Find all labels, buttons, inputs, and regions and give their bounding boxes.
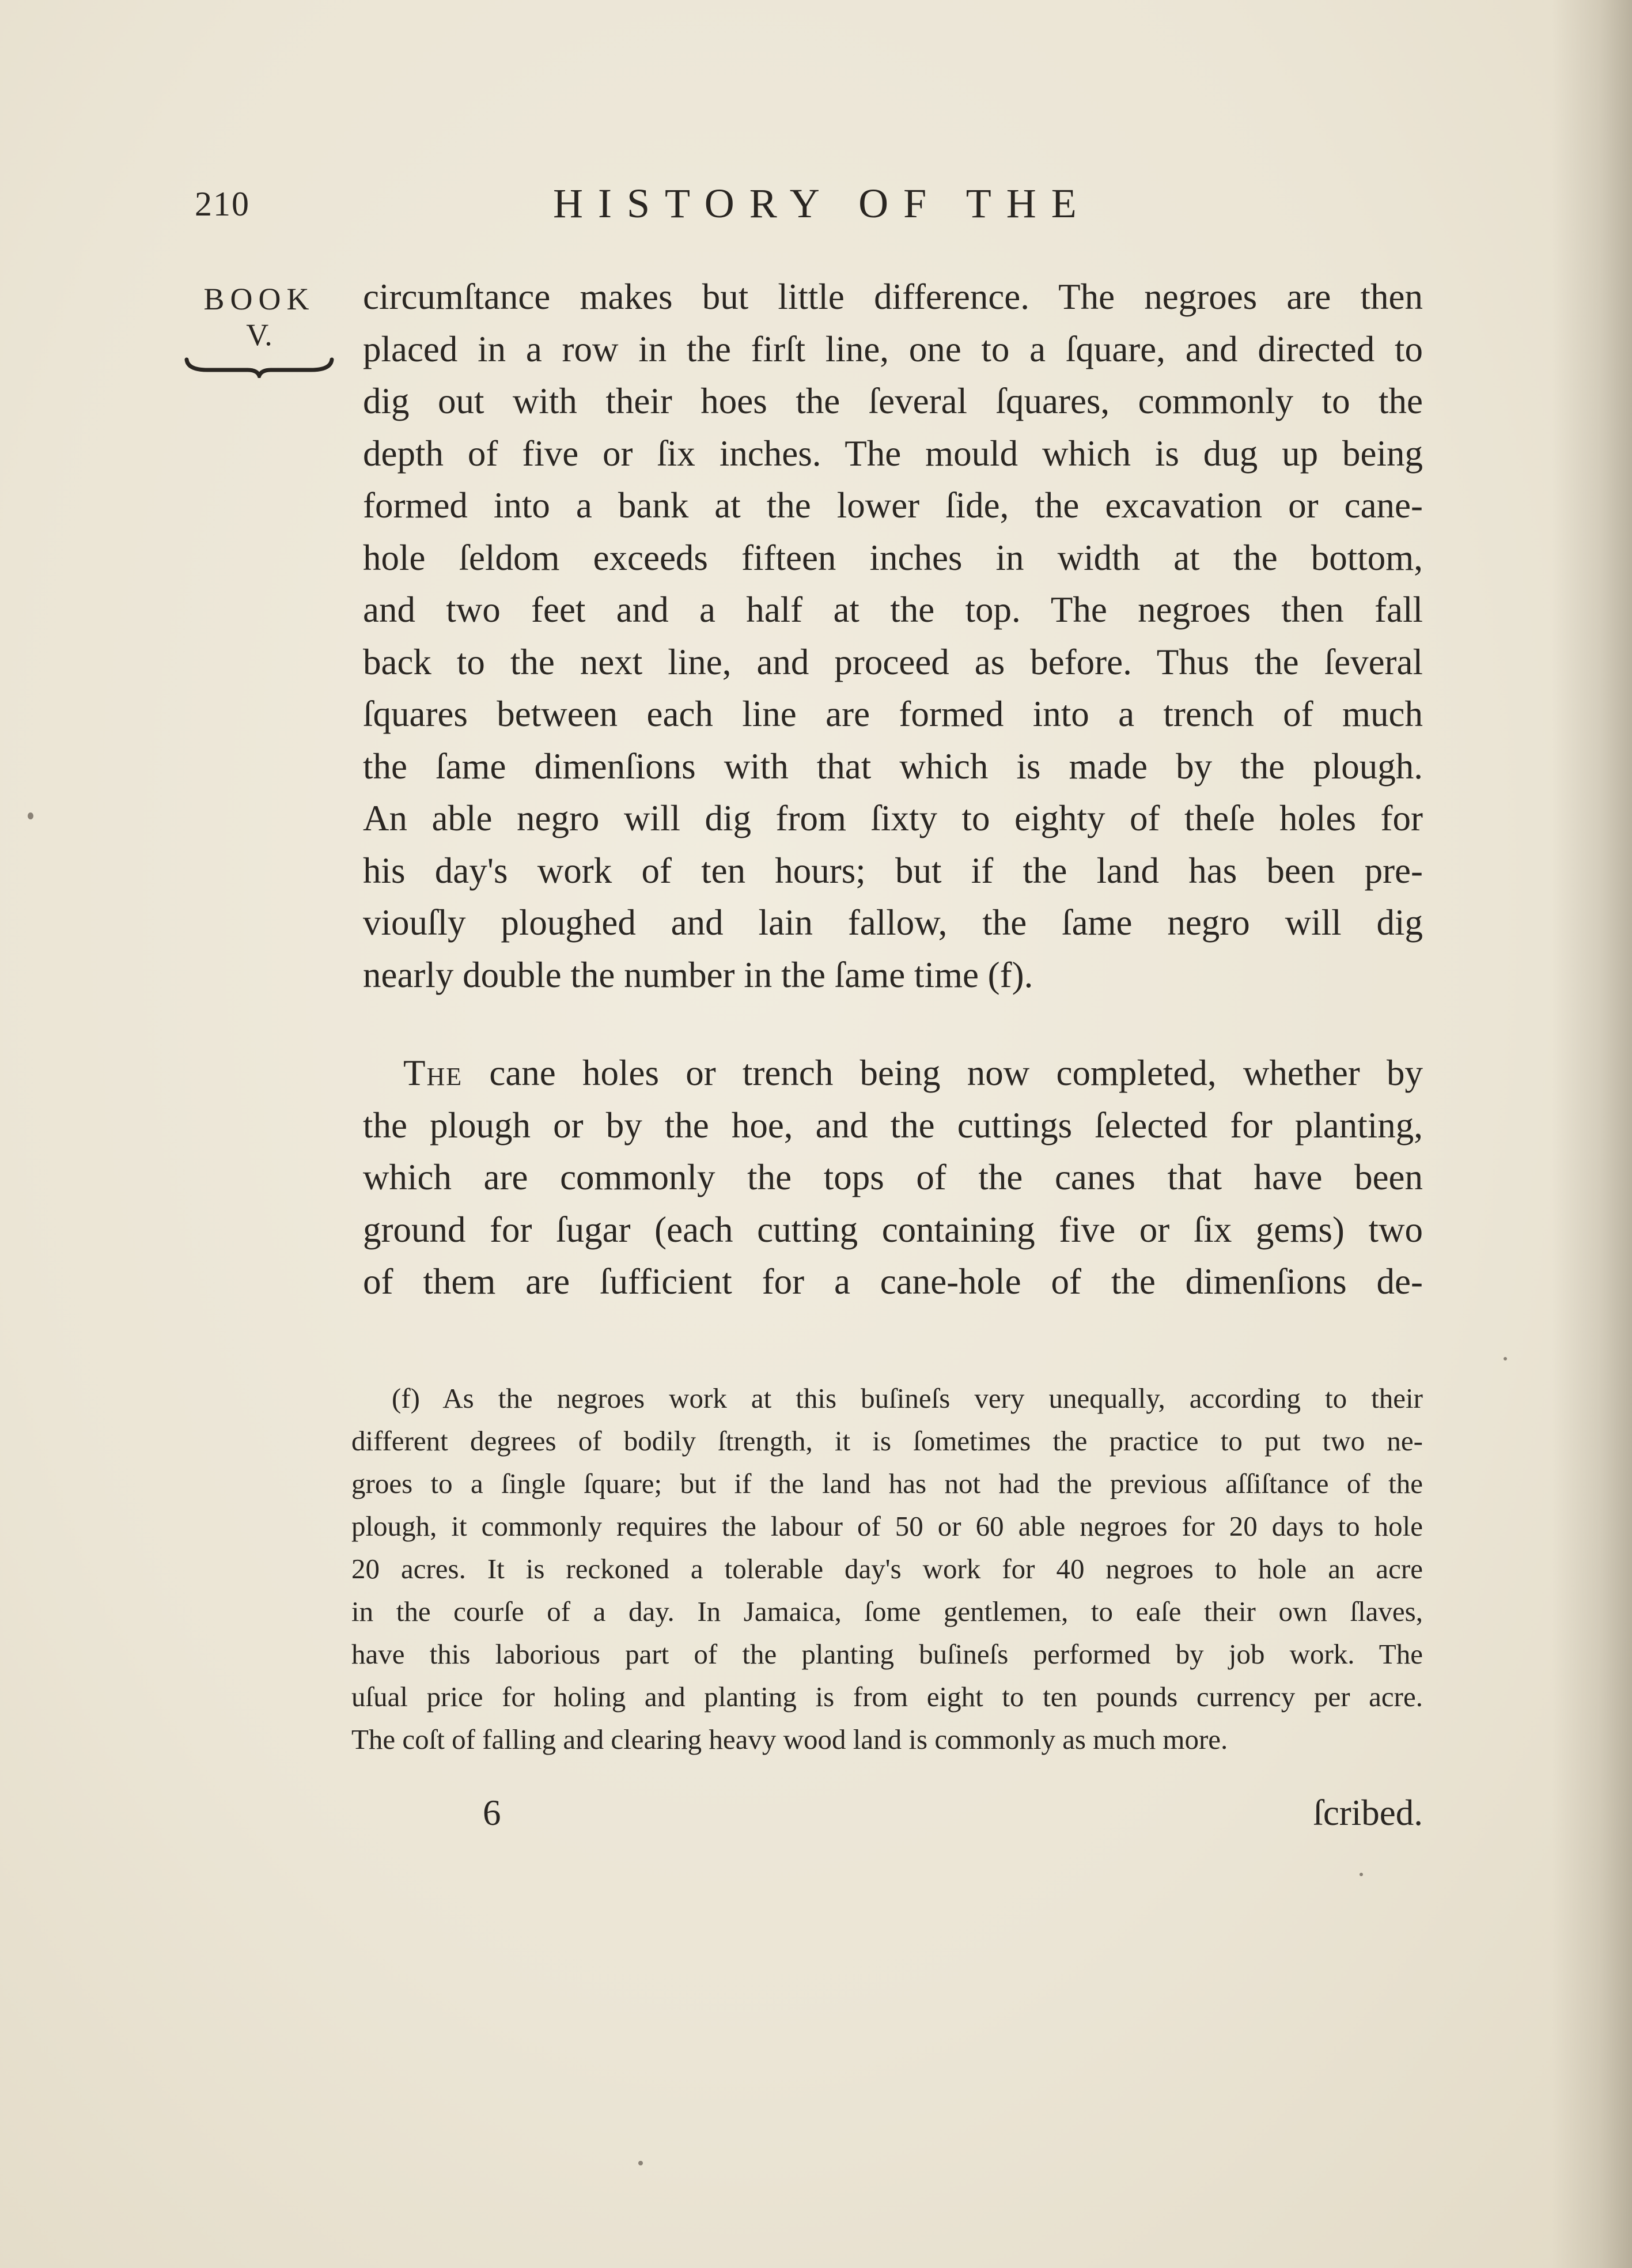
- text-line: and two feet and a half at the top. The negroes then fall: [363, 589, 1423, 630]
- paragraph-1: [363, 271, 1423, 1001]
- page-gutter-shadow: [1551, 0, 1632, 2268]
- footnote-line: in the courſe of a day. In Jamaica, ſome gentlemen, to eaſe their own ſlaves,: [351, 1596, 1423, 1627]
- text-line: placed in a row in the firſt line, one to a ſquare, and directed to: [363, 328, 1423, 369]
- margin-note: [184, 281, 334, 378]
- paper-speck: [1360, 1873, 1363, 1876]
- text-line: his day's work of ten hours; but if the land has been pre-: [363, 850, 1423, 891]
- signature-mark: 6: [483, 1793, 501, 1833]
- footnote-line: have this laborious part of the planting buſineſs performed by job work. The: [351, 1638, 1423, 1670]
- paper-speck: [28, 812, 33, 819]
- text-line: nearly double the number in the ſame time (f).: [363, 954, 1033, 995]
- page-foot: [363, 1792, 1423, 1844]
- margin-book-label: BOOK: [203, 282, 315, 316]
- text-line: ſquares between each line are formed into a trench of much: [363, 694, 1423, 734]
- text-line: the ſame dimenſions with that which is made by the plough.: [363, 746, 1423, 787]
- text-line: viouſly ploughed and lain fallow, the ſame negro will dig: [363, 902, 1423, 943]
- text-line: of them are ſufficient for a cane-hole of the dimenſions de-: [363, 1261, 1423, 1302]
- footnote-line: (f) As the negroes work at this buſineſs very unequally, according to their: [392, 1382, 1423, 1414]
- text-line: depth of five or ſix inches. The mould which is dug up being: [363, 433, 1423, 474]
- text-line: which are commonly the tops of the canes that have been: [363, 1157, 1423, 1197]
- margin-volume-label: V.: [246, 317, 272, 352]
- brace-ornament-icon: [184, 355, 334, 378]
- footnote-line: The coſt of falling and clearing heavy wood land is commonly as much more.: [351, 1723, 1228, 1755]
- text-line: the plough or by the hoe, and the cuttings ſelected for planting,: [363, 1105, 1423, 1146]
- text-line: An able negro will dig from ſixty to eighty of theſe holes for: [363, 798, 1423, 838]
- paragraph-spacer: [363, 1001, 1423, 1047]
- catchword: ſcribed.: [1313, 1793, 1423, 1833]
- paragraph-2: [363, 1047, 1423, 1308]
- text-line: formed into a bank at the lower ſide, the excavation or cane-: [363, 485, 1423, 526]
- paper-speck: [1504, 1357, 1507, 1360]
- main-text: [363, 271, 1423, 1308]
- text-line: ground for ſugar (each cutting containing five or ſix gems) two: [363, 1209, 1423, 1250]
- page-number: 210: [195, 185, 250, 223]
- footnote: [351, 1377, 1423, 1761]
- running-head: HISTORY OF THE: [553, 180, 1092, 226]
- footnote-line: plough, it commonly requires the labour of 50 or 60 able negroes for 20 days to hole: [351, 1510, 1423, 1542]
- text-line: dig out with their hoes the ſeveral ſquares, commonly to the: [363, 381, 1423, 421]
- footnote-line: groes to a ſingle ſquare; but if the land has not had the previous aſſiſtance of the: [351, 1468, 1423, 1499]
- text-line-first: [363, 1047, 1423, 1099]
- page-header: [0, 180, 1632, 236]
- footnote-line: uſual price for holing and planting is from eight to ten pounds currency per acre.: [351, 1681, 1423, 1713]
- text-line: back to the next line, and proceed as before. Thus the ſeveral: [363, 641, 1423, 682]
- text-line: circumſtance makes but little difference. The negroes are then: [363, 277, 1423, 317]
- footnote-line: 20 acres. It is reckoned a tolerable day's work for 40 negroes to hole an acre: [351, 1553, 1423, 1585]
- first-line-text: cane holes or trench being now completed, whether by: [463, 1053, 1423, 1093]
- paragraph-initial: The: [403, 1053, 463, 1093]
- paper-speck: [638, 2161, 643, 2165]
- text-line: hole ſeldom exceeds fifteen inches in width at the bottom,: [363, 537, 1423, 578]
- footnote-line: different degrees of bodily ſtrength, it is ſometimes the practice to put two ne-: [351, 1425, 1423, 1457]
